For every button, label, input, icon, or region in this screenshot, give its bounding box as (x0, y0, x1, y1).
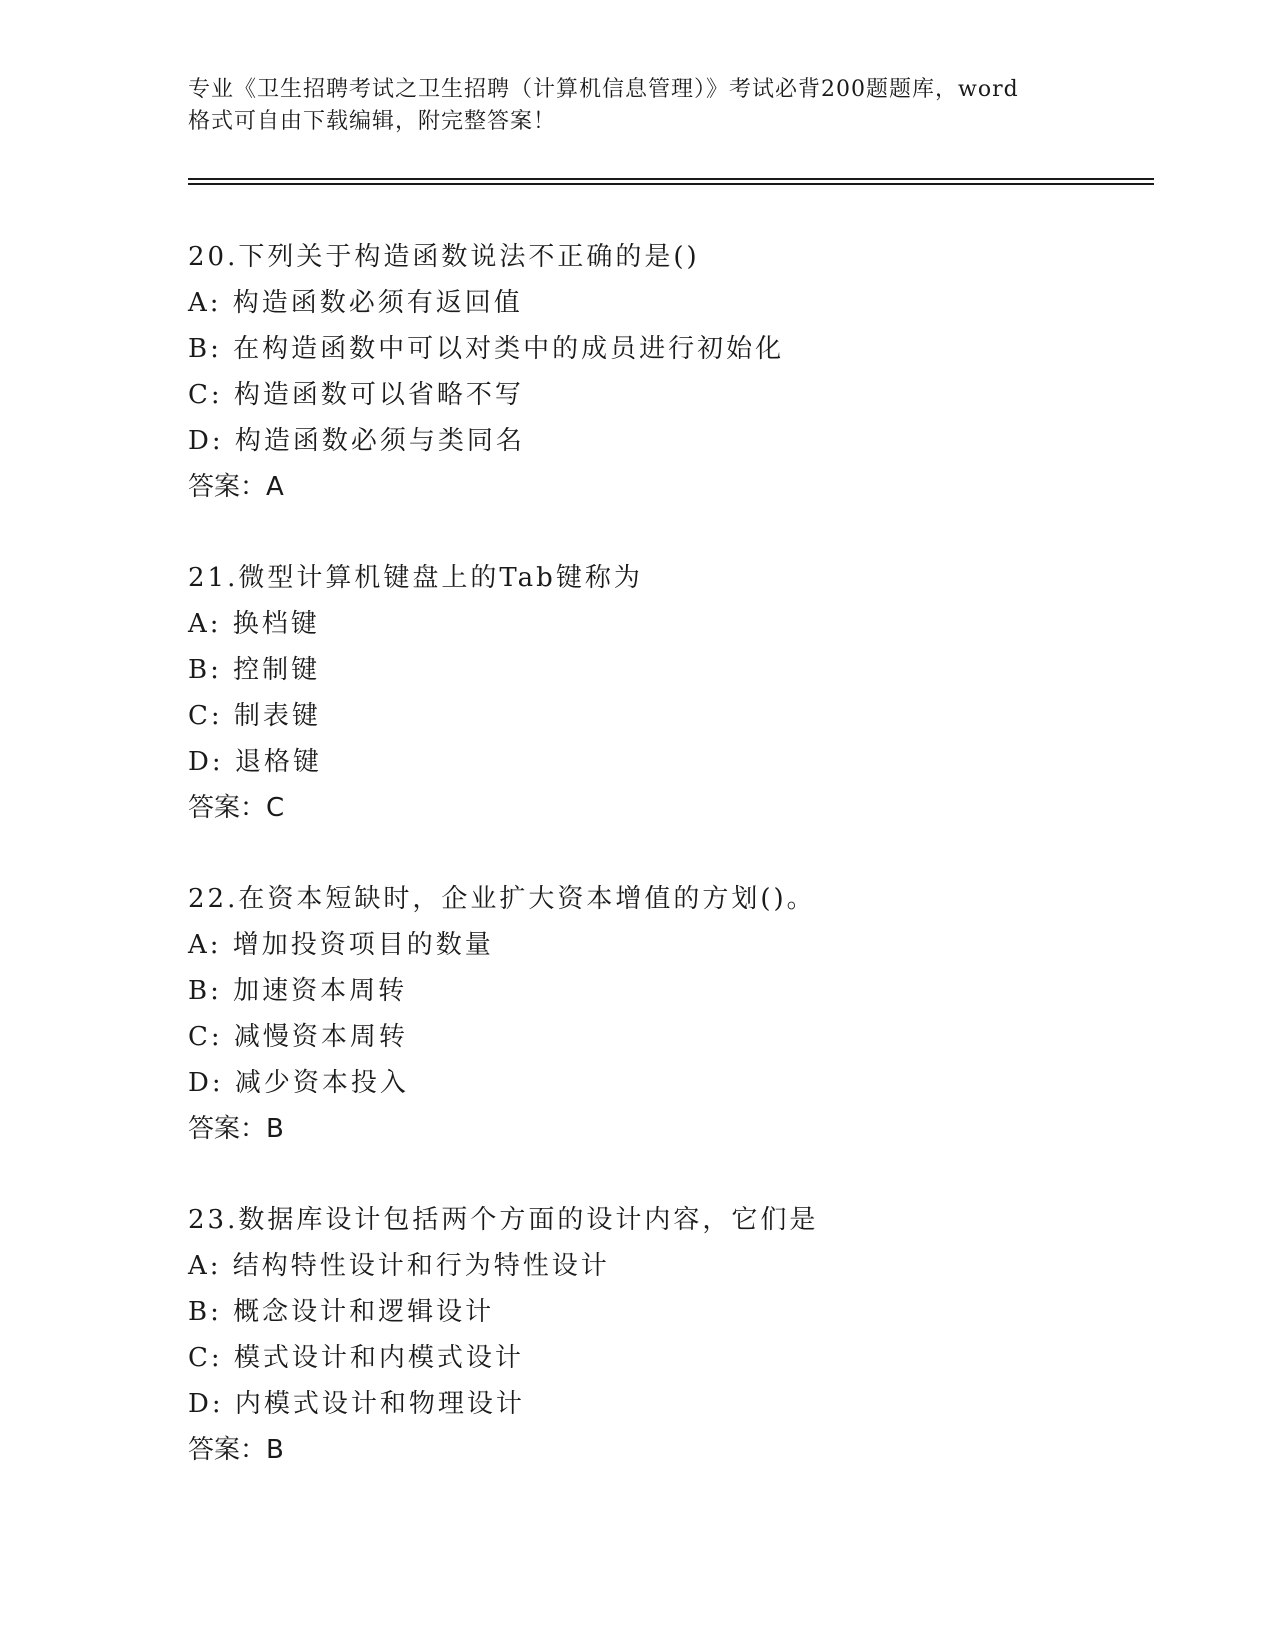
option-d: D: 退格键 (188, 747, 322, 777)
question-stem: 23.数据库设计包括两个方面的设计内容，它们是 (188, 1205, 819, 1235)
question-stem: 22.在资本短缺时，企业扩大资本增值的方划()。 (188, 884, 816, 914)
option-c: C: 减慢资本周转 (188, 1022, 408, 1052)
question-stem: 21.微型计算机键盘上的Tab键称为 (188, 563, 643, 593)
header-line-2: 格式可自由下载编辑，附完整答案！ (188, 109, 557, 134)
document-header (188, 74, 1088, 138)
answer: 答案：A (188, 472, 284, 502)
option-c: C: 模式设计和内模式设计 (188, 1343, 524, 1373)
option-b: B: 控制键 (188, 655, 321, 685)
header-divider-bottom (188, 183, 1154, 185)
header-divider-top (188, 178, 1154, 180)
option-a: A: 构造函数必须有返回值 (188, 288, 523, 318)
option-a: A: 结构特性设计和行为特性设计 (188, 1251, 610, 1281)
option-b: B: 在构造函数中可以对类中的成员进行初始化 (188, 334, 785, 364)
option-c: C: 构造函数可以省略不写 (188, 380, 524, 410)
answer: 答案：C (188, 793, 285, 823)
option-b: B: 加速资本周转 (188, 976, 408, 1006)
question-20 (188, 234, 1148, 510)
option-d: D: 减少资本投入 (188, 1068, 409, 1098)
option-b: B: 概念设计和逻辑设计 (188, 1297, 495, 1327)
option-a: A: 增加投资项目的数量 (188, 930, 494, 960)
option-a: A: 换档键 (188, 609, 320, 639)
answer: 答案：B (188, 1435, 284, 1465)
question-21 (188, 555, 1148, 831)
header-line-1: 专业《卫生招聘考试之卫生招聘（计算机信息管理）》考试必背200题题库，word (188, 77, 1019, 102)
question-23 (188, 1197, 1148, 1473)
option-d: D: 构造函数必须与类同名 (188, 426, 525, 456)
option-c: C: 制表键 (188, 701, 321, 731)
question-stem: 20.下列关于构造函数说法不正确的是() (188, 242, 700, 272)
answer: 答案：B (188, 1114, 284, 1144)
question-22 (188, 876, 1148, 1152)
option-d: D: 内模式设计和物理设计 (188, 1389, 525, 1419)
